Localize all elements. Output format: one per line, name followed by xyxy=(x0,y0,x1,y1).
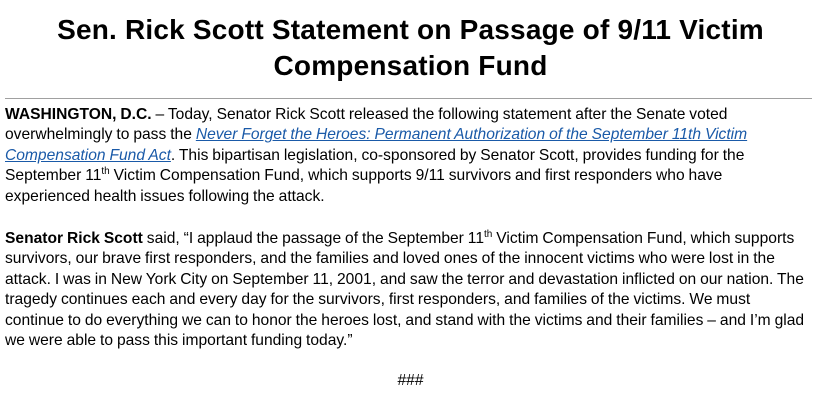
intro-text-middle: . This bipartisan legislation, co-sponsored by Senator Scott, provides funding for the September 11 xyxy=(5,146,745,185)
dateline: WASHINGTON, D.C. xyxy=(5,106,152,123)
horizontal-divider xyxy=(5,98,812,99)
quote-paragraph xyxy=(5,229,811,351)
title-line-1: Sen. Rick Scott Statement on Passage of 9/11 Victim xyxy=(57,14,764,45)
quote-text-start: said, “I applaud the passage of the September 11 xyxy=(142,230,484,247)
title-line-2: Compensation Fund xyxy=(273,50,548,81)
document-title xyxy=(0,12,821,84)
ordinal-suffix: th xyxy=(484,228,493,240)
act-link[interactable]: Never Forget the Heroes: Permanent Authorization of the September 11th Victim Compensation Fund Act xyxy=(5,126,748,164)
speaker-name: Senator Rick Scott xyxy=(5,230,143,247)
quote-text-end: Victim Compensation Fund, which supports survivors, our brave first responders, and the families and loved ones of the innocent victims who were lost in the attack. I was in New York City on September 11, 2001, and saw the terror and devastation inflicted on our nation. The tragedy continues each and every day for the survivors, first responders, and families of the victims. We must continue to do everything we can to honor the heroes lost, and stand with the victims and their families – and I’m glad we were able to pass this important funding today.” xyxy=(5,230,805,350)
intro-paragraph xyxy=(5,105,811,207)
end-mark: ### xyxy=(397,372,424,389)
ordinal-suffix: th xyxy=(101,166,110,178)
intro-text-start: – Today, Senator Rick Scott released the following statement after the Senate voted overwhelmingly to pass the xyxy=(5,106,728,144)
intro-text-end: Victim Compensation Fund, which supports 9/11 survivors and first responders who have experienced health issues following the attack. xyxy=(5,167,723,205)
